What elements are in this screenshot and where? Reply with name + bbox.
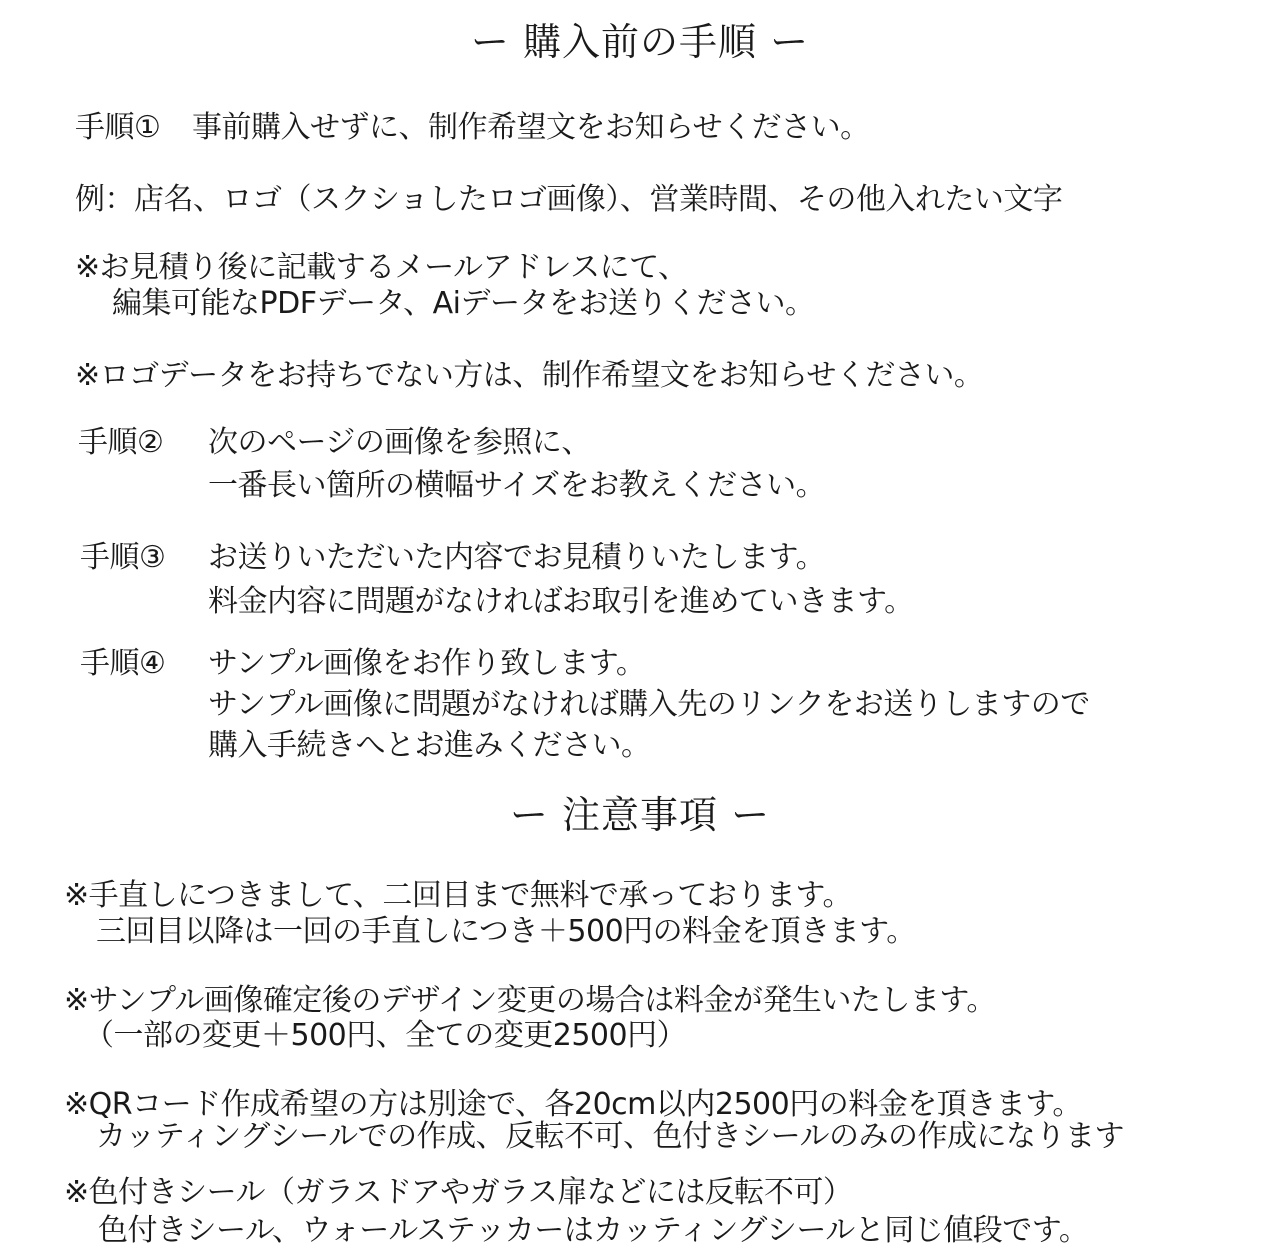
step1-label: 手順① bbox=[75, 110, 161, 145]
notice-design-change-line1: ※サンプル画像確定後のデザイン変更の場合は料金が発生いたします。 bbox=[64, 983, 996, 1018]
step4-line1: サンプル画像をお作り致します。 bbox=[208, 646, 646, 681]
step1-text: 事前購入せずに、制作希望文をお知らせください。 bbox=[192, 110, 870, 145]
notice-revision-line2: 三回目以降は一回の手直しにつき＋500円の料金を頂きます。 bbox=[96, 914, 916, 949]
notice-design-change-line2: （一部の変更＋500円、全ての変更2500円） bbox=[84, 1018, 687, 1053]
step2-label: 手順② bbox=[78, 425, 164, 460]
notice-revision-line1: ※手直しにつきまして、二回目まで無料で承っております。 bbox=[64, 878, 853, 913]
notice-colored-sticker-line2: 色付きシール、ウォールステッカーはカッティングシールと同じ値段です。 bbox=[98, 1213, 1089, 1248]
notice-colored-sticker-line1: ※色付きシール（ガラスドアやガラス扉などには反転不可） bbox=[64, 1175, 853, 1210]
example-text: 例：店名、ロゴ（スクショしたロゴ画像）、営業時間、その他入れたい文字 bbox=[75, 182, 1063, 217]
notice-qr-line1: ※QRコード作成希望の方は別途で、各20cm以内2500円の料金を頂きます。 bbox=[64, 1087, 1082, 1122]
step2-line2: 一番長い箇所の横幅サイズをお教えください。 bbox=[208, 468, 826, 503]
note-email-line2: 編集可能なPDFデータ、Aiデータをお送りください。 bbox=[112, 286, 815, 321]
section-heading-procedure: ー 購入前の手順 ー bbox=[470, 20, 810, 64]
section-heading-notes: ー 注意事項 ー bbox=[509, 793, 771, 837]
step3-line2: 料金内容に問題がなければお取引を進めていきます。 bbox=[208, 584, 914, 619]
step4-label: 手順④ bbox=[80, 646, 166, 681]
step3-label: 手順③ bbox=[80, 540, 166, 575]
step4-line2: サンプル画像に問題がなければ購入先のリンクをお送りしますので bbox=[208, 687, 1090, 722]
step2-line1: 次のページの画像を参照に、 bbox=[208, 425, 591, 460]
step4-line3: 購入手続きへとお進みください。 bbox=[208, 728, 651, 763]
note-logo-data: ※ロゴデータをお持ちでない方は、制作希望文をお知らせください。 bbox=[75, 358, 984, 393]
notice-qr-line2: カッティングシールでの作成、反転不可、色付きシールのみの作成になります bbox=[96, 1119, 1124, 1154]
note-email-line1: ※お見積り後に記載するメールアドレスにて、 bbox=[75, 250, 688, 285]
step3-line1: お送りいただいた内容でお見積りいたします。 bbox=[208, 540, 826, 575]
